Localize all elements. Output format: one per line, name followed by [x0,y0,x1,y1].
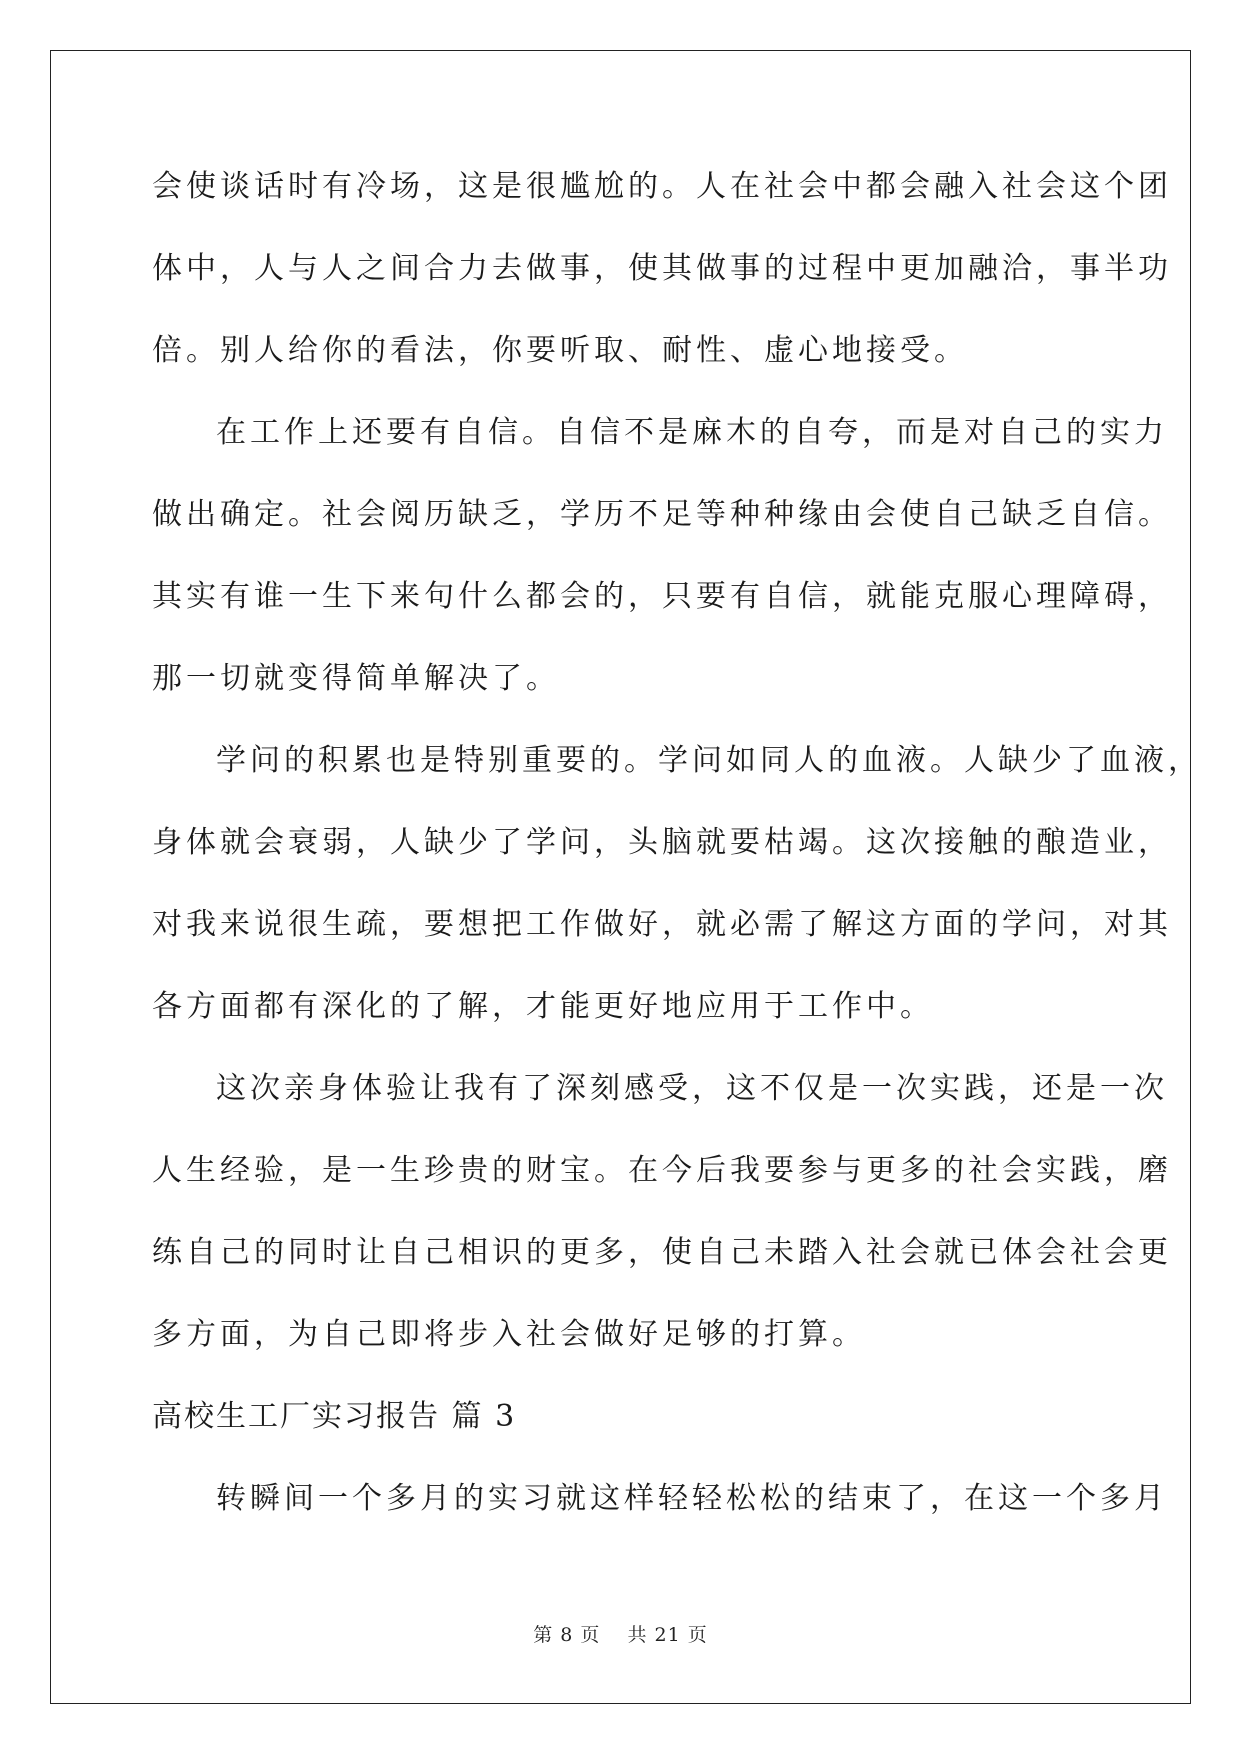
text-line: 多方面，为自己即将步入社会做好足够的打算。 [152,1317,866,1352]
page-number: 第 8 页 [533,1624,601,1646]
text-line: 人生经验，是一生珍贵的财宝。在今后我要参与更多的社会实践，磨 [152,1153,1172,1188]
text-line: 做出确定。社会阅历缺乏，学历不足等种种缘由会使自己缺乏自信。 [152,497,1172,532]
page-footer [0,1620,1241,1647]
text-line: 会使谈话时有冷场，这是很尴尬的。人在社会中都会融入社会这个团 [152,169,1172,204]
text-line: 那一切就变得简单解决了。 [152,661,560,696]
paragraph-start-line: 这次亲身体验让我有了深刻感受，这不仅是一次实践，还是一次 [216,1071,1168,1106]
text-line: 各方面都有深化的了解，才能更好地应用于工作中。 [152,989,934,1024]
text-line: 身体就会衰弱，人缺少了学问，头脑就要枯竭。这次接触的酿造业， [152,825,1172,860]
text-line: 倍。别人给你的看法，你要听取、耐性、虚心地接受。 [152,333,968,368]
page-total: 共 21 页 [627,1624,708,1646]
text-line: 对我来说很生疏，要想把工作做好，就必需了解这方面的学问，对其 [152,907,1172,942]
text-line: 体中，人与人之间合力去做事，使其做事的过程中更加融洽，事半功 [152,251,1172,286]
paragraph-start-line: 在工作上还要有自信。自信不是麻木的自夸，而是对自己的实力 [216,415,1168,450]
paragraph-start-line: 学问的积累也是特别重要的。学问如同人的血液。人缺少了血液， [216,743,1202,778]
text-line: 练自己的同时让自己相识的更多，使自己未踏入社会就已体会社会更 [152,1235,1172,1270]
section-heading: 高校生工厂实习报告 篇 3 [152,1399,517,1434]
paragraph-start-line: 转瞬间一个多月的实习就这样轻轻松松的结束了，在这一个多月 [216,1481,1168,1516]
document-body [152,163,1202,1557]
text-line: 其实有谁一生下来句什么都会的，只要有自信，就能克服心理障碍， [152,579,1172,614]
